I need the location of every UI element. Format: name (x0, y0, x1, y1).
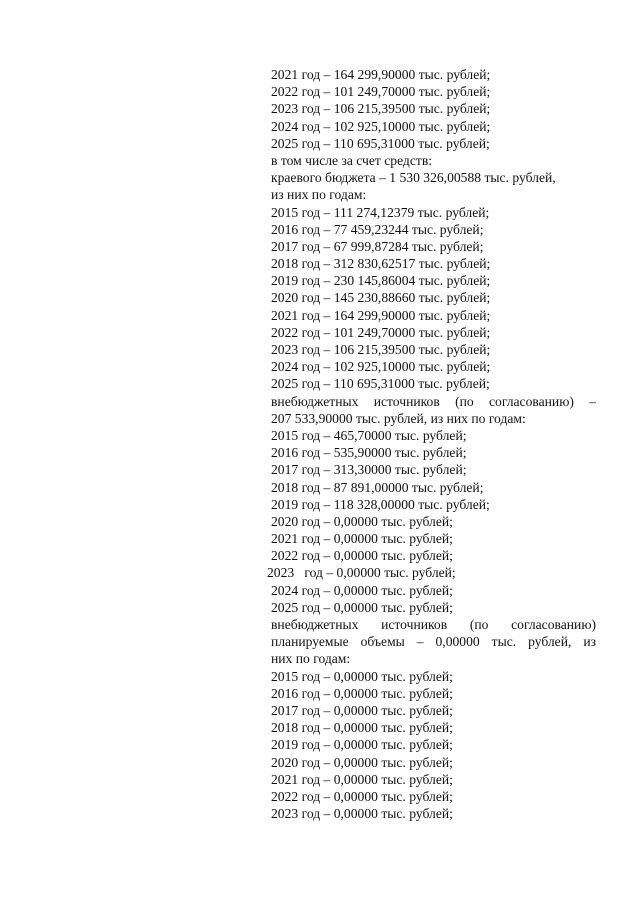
text-line: 2021 год – 164 299,90000 тыс. рублей; (271, 307, 491, 323)
text-line: 2019 год – 118 328,00000 тыс. рублей; (271, 496, 490, 512)
text-line: 2018 год – 312 830,62517 тыс. рублей; (271, 256, 491, 272)
text-line: 2015 год – 0,00000 тыс. рублей; (271, 668, 453, 684)
text-line: 2015 год – 111 274,12379 тыс. рублей; (271, 204, 490, 220)
text-line: 2015 год – 465,70000 тыс. рублей; (271, 427, 467, 443)
text-line: 2022 год – 101 249,70000 тыс. рублей; (271, 84, 491, 100)
text-line: 2017 год – 0,00000 тыс. рублей; (271, 702, 453, 718)
text-line: 2016 год – 0,00000 тыс. рублей; (271, 685, 453, 701)
text-line: 2023 год – 106 215,39500 тыс. рублей; (271, 101, 491, 117)
text-line: 2017 год – 67 999,87284 тыс. рублей; (271, 238, 484, 254)
text-line: 2023 год – 0,00000 тыс. рублей; (267, 565, 456, 581)
text-line: 2023 год – 0,00000 тыс. рублей; (271, 806, 453, 822)
funding-text-block (267, 66, 596, 822)
text-line: 2021 год – 0,00000 тыс. рублей; (271, 771, 453, 787)
text-line: 2021 год – 164 299,90000 тыс. рублей; (271, 67, 491, 82)
text-line: 2021 год – 0,00000 тыс. рублей; (271, 531, 453, 547)
text-line: 2025 год – 110 695,31000 тыс. рублей; (271, 135, 490, 151)
text-line: 2025 год – 0,00000 тыс. рублей; (271, 599, 453, 615)
text-line: 2023 год – 106 215,39500 тыс. рублей; (271, 342, 491, 357)
text-line: 2020 год – 0,00000 тыс. рублей; (271, 754, 453, 770)
text-line-justified: планируемые объемы – 0,00000 тыс. рублей, из (271, 634, 596, 650)
text-line-justified: внебюджетных источников (по согласованию) (271, 617, 596, 632)
text-line: в том числе за счет средств: (271, 152, 433, 168)
text-line: 2022 год – 0,00000 тыс. рублей; (271, 548, 453, 564)
text-line: краевого бюджета – 1 530 326,00588 тыс. рублей, (271, 170, 556, 186)
text-line: 2024 год – 102 925,10000 тыс. рублей; (271, 359, 491, 375)
text-line: 2024 год – 0,00000 тыс. рублей; (271, 582, 453, 598)
text-line: 2019 год – 0,00000 тыс. рублей; (271, 737, 453, 753)
text-line: 207 533,90000 тыс. рублей, из них по годам: (271, 410, 526, 426)
text-line: 2025 год – 110 695,31000 тыс. рублей; (271, 376, 490, 392)
text-line: 2016 год – 77 459,23244 тыс. рублей; (271, 221, 484, 237)
text-line: 2019 год – 230 145,86004 тыс. рублей; (271, 273, 491, 289)
text-line: 2018 год – 87 891,00000 тыс. рублей; (271, 479, 484, 495)
text-line: 2017 год – 313,30000 тыс. рублей; (271, 462, 467, 478)
text-line: 2020 год – 145 230,88660 тыс. рублей; (271, 290, 491, 306)
text-line-justified: внебюджетных источников (по согласованию) – (271, 393, 596, 409)
text-line: 2022 год – 101 249,70000 тыс. рублей; (271, 324, 491, 340)
text-line: них по годам: (271, 651, 351, 667)
text-line: из них по годам: (271, 187, 367, 203)
text-line: 2020 год – 0,00000 тыс. рублей; (271, 513, 453, 529)
text-line: 2016 год – 535,90000 тыс. рублей; (271, 445, 467, 461)
text-line: 2024 год – 102 925,10000 тыс. рублей; (271, 118, 491, 134)
text-line: 2018 год – 0,00000 тыс. рублей; (271, 720, 453, 736)
text-line: 2022 год – 0,00000 тыс. рублей; (271, 788, 453, 804)
